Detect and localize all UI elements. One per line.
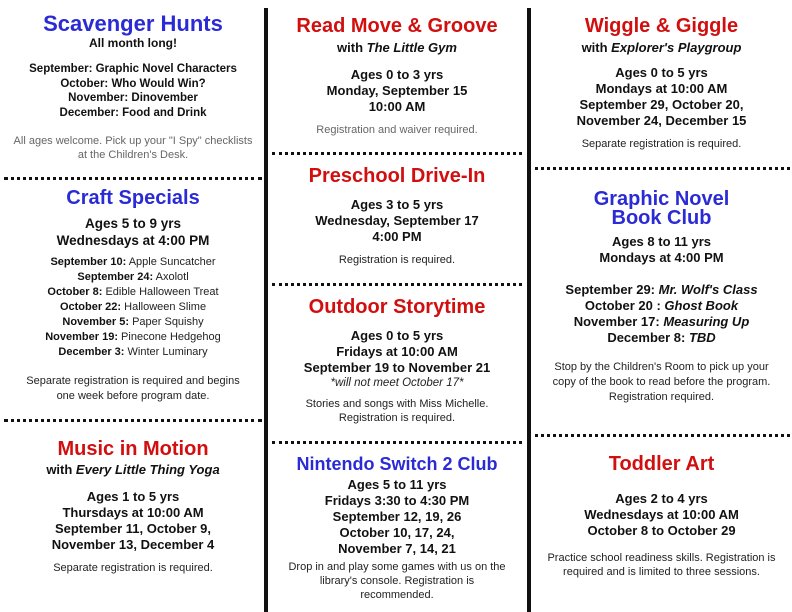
bookclub-item-date: October 20 :: [584, 298, 665, 313]
music-title: Music in Motion: [57, 438, 209, 460]
bookclub-item: [533, 314, 790, 330]
craft-item-name: Halloween Slime: [121, 301, 207, 313]
wiggle-partner: Explorer's Playgroup: [611, 40, 742, 55]
nintendo-ages: Ages 5 to 11 yrs: [347, 476, 447, 492]
craft-time: Wednesdays at 4:00 PM: [56, 233, 210, 248]
bookclub-item-date: September 29:: [565, 282, 659, 297]
bookclub-item: [533, 298, 790, 314]
divider-col3-2: [535, 434, 790, 437]
music-partner: Every Little Thing Yoga: [75, 462, 220, 477]
scavenger-subtitle: All month long!: [89, 36, 177, 51]
toddler-note: Practice school readiness skills. Registration is required and is limited to three sessions.: [547, 552, 776, 578]
bookclub-note: Stop by the Children's Room to pick up your copy of the book to read before the program. Registration required.: [552, 361, 771, 403]
divider-col1-1: [4, 177, 262, 180]
bookclub-item-book: Ghost Book: [664, 298, 739, 313]
preschool-note: Registration is required.: [338, 254, 456, 266]
nintendo-title: Nintendo Switch 2 Club: [296, 454, 498, 474]
divider-col2-3: [272, 441, 522, 444]
readmove-note: Registration and waiver required.: [316, 124, 478, 136]
nintendo-time: Fridays 3:30 to 4:30 PM: [324, 492, 470, 508]
readmove-day: Monday, September 15: [326, 83, 468, 98]
bookclub-time: Mondays at 4:00 PM: [599, 250, 724, 265]
craft-item: [4, 270, 262, 285]
music-partner-line: [4, 462, 262, 477]
bookclub-title-line2: Book Club: [611, 207, 712, 229]
column-divider-left: [264, 8, 268, 612]
craft-item: [4, 315, 262, 330]
readmove-with: with: [337, 40, 367, 55]
outdoor-title: Outdoor Storytime: [308, 296, 486, 318]
bookclub-title-line1: Graphic Novel: [593, 188, 730, 210]
wiggle-dates: November 24, December 15: [576, 113, 747, 128]
outdoor-storytime-section: [270, 297, 524, 425]
nintendo-note: Drop in and play some games with us on the library's console. Registration is recommended.: [288, 560, 506, 601]
scavenger-month: September: Graphic Novel Characters: [29, 63, 237, 76]
wiggle-note: Separate registration is required.: [581, 138, 742, 150]
graphic-novel-book-club-section: [533, 190, 790, 405]
toddler-range: October 8 to October 29: [587, 523, 736, 538]
scavenger-month: November: Dinovember: [68, 92, 198, 105]
music-in-motion-section: [4, 439, 262, 575]
bookclub-item-book: Measuring Up: [663, 314, 750, 329]
outdoor-exception: *will not meet October 17*: [330, 377, 464, 389]
music-dates: November 13, December 4: [51, 537, 215, 552]
outdoor-ages: Ages 0 to 5 yrs: [350, 328, 444, 343]
readmove-partner: The Little Gym: [366, 40, 457, 55]
divider-col3-1: [535, 167, 790, 170]
music-note: Separate registration is required.: [53, 562, 213, 574]
music-time: Thursdays at 10:00 AM: [62, 505, 204, 520]
music-with: with: [46, 462, 76, 477]
music-dates: September 11, October 9,: [54, 521, 212, 536]
craft-item-name: Axolotl: [153, 271, 189, 283]
wiggle-title: Wiggle & Giggle: [584, 15, 739, 37]
outdoor-time: Fridays at 10:00 AM: [336, 344, 458, 359]
scavenger-title: Scavenger Hunts: [43, 11, 223, 36]
wiggle-giggle-section: [533, 16, 790, 151]
toddler-art-section: [533, 454, 790, 579]
bookclub-item-date: November 17:: [573, 314, 664, 329]
craft-item: [4, 300, 262, 315]
readmove-ages: Ages 0 to 3 yrs: [350, 67, 444, 82]
toddler-ages: Ages 2 to 4 yrs: [615, 491, 708, 506]
craft-item: [4, 330, 262, 345]
craft-item: [4, 285, 262, 300]
scavenger-note: All ages welcome. Pick up your "I Spy" checklists at the Children's Desk.: [13, 135, 253, 162]
craft-item-date: September 10:: [50, 256, 127, 268]
wiggle-partner-line: [533, 40, 790, 55]
craft-item-date: December 3:: [58, 346, 125, 358]
craft-ages: Ages 5 to 9 yrs: [84, 216, 182, 231]
wiggle-time: Mondays at 10:00 AM: [595, 81, 728, 96]
craft-item: [4, 345, 262, 360]
scavenger-month: December: Food and Drink: [59, 106, 207, 119]
readmove-time: 10:00 AM: [368, 99, 426, 114]
outdoor-range: September 19 to November 21: [303, 360, 491, 375]
bookclub-item-date: December 8:: [607, 330, 689, 345]
craft-item-date: November 19:: [45, 331, 118, 343]
wiggle-dates: September 29, October 20,: [579, 97, 744, 112]
bookclub-item: [533, 330, 790, 346]
preschool-time: 4:00 PM: [372, 229, 422, 244]
craft-specials-section: [4, 188, 262, 404]
wiggle-ages: Ages 0 to 5 yrs: [615, 65, 708, 80]
craft-item-date: November 5:: [62, 316, 130, 328]
readmove-title: Read Move & Groove: [296, 15, 498, 37]
nintendo-dates: September 12, 19, 26: [332, 508, 462, 524]
craft-item-date: October 22:: [59, 301, 122, 313]
craft-item-name: Pinecone Hedgehog: [118, 331, 221, 343]
nintendo-dates: November 7, 14, 21: [338, 540, 456, 556]
bookclub-item: [533, 282, 790, 298]
preschool-title: Preschool Drive-In: [308, 165, 486, 187]
divider-col2-1: [272, 152, 522, 155]
craft-item-date: September 24:: [77, 271, 154, 283]
bookclub-item-book: TBD: [688, 330, 716, 345]
craft-item-name: Paper Squishy: [129, 316, 204, 328]
preschool-drive-in-section: [270, 166, 524, 267]
preschool-ages: Ages 3 to 5 yrs: [350, 197, 444, 212]
scavenger-month: October: Who Would Win?: [60, 77, 206, 90]
divider-col1-2: [4, 419, 262, 422]
craft-item-name: Apple Suncatcher: [126, 256, 216, 268]
craft-title: Craft Specials: [66, 187, 200, 209]
nintendo-switch-club-section: [270, 455, 524, 602]
bookclub-ages: Ages 8 to 11 yrs: [612, 234, 711, 249]
craft-note: Separate registration is required and begins one week before program date.: [26, 375, 240, 402]
craft-item: [4, 255, 262, 270]
scavenger-hunts-section: [4, 12, 262, 162]
divider-col2-2: [272, 283, 522, 286]
toddler-time: Wednesdays at 10:00 AM: [584, 507, 739, 522]
bookclub-item-book: Mr. Wolf's Class: [658, 282, 758, 297]
nintendo-dates: October 10, 17, 24,: [339, 524, 455, 540]
toddler-title: Toddler Art: [608, 453, 715, 475]
craft-item-name: Winter Luminary: [124, 346, 208, 358]
column-divider-right: [527, 8, 531, 612]
preschool-day: Wednesday, September 17: [315, 213, 479, 228]
read-move-groove-section: [270, 16, 524, 137]
outdoor-note: Stories and songs with Miss Michelle. Registration is required.: [305, 397, 489, 424]
readmove-partner-line: [270, 40, 524, 55]
craft-item-date: October 8:: [47, 286, 103, 298]
music-ages: Ages 1 to 5 yrs: [86, 489, 180, 504]
craft-item-name: Edible Halloween Treat: [102, 286, 219, 298]
wiggle-with: with: [581, 40, 612, 55]
